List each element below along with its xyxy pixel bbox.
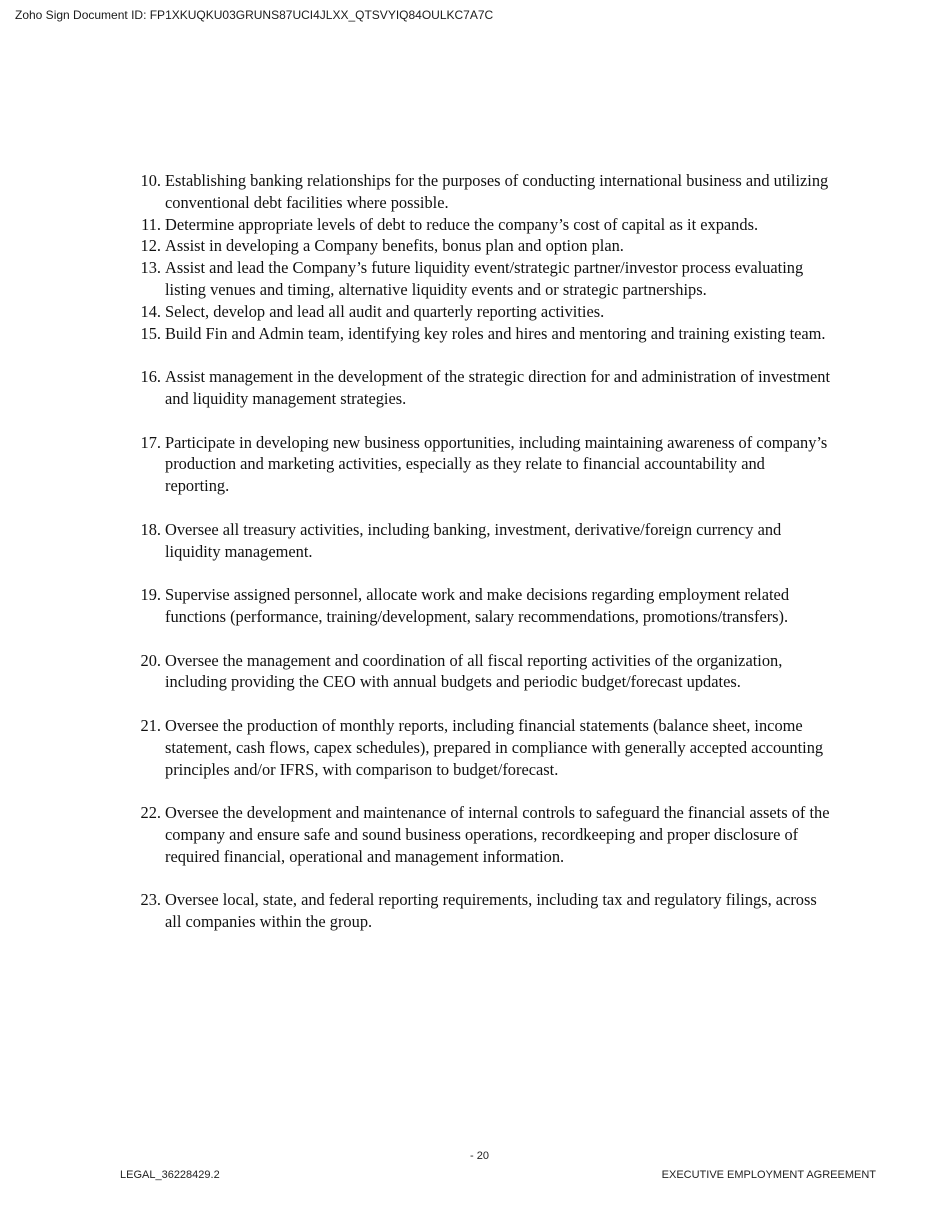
item-number: 20. (140, 650, 161, 670)
item-number: 21. (140, 715, 161, 735)
item-text: Oversee local, state, and federal reporting requirements, including tax and regulatory filings, across all companies within the group. (165, 890, 817, 932)
item-number: 22. (140, 803, 161, 823)
list-item (131, 170, 831, 214)
list-item (131, 715, 831, 780)
item-number: 23. (140, 890, 161, 910)
list-item (131, 584, 831, 628)
item-number: 13. (140, 258, 161, 278)
item-number: 19. (140, 585, 161, 605)
list-item (131, 889, 831, 933)
item-number: 12. (140, 236, 161, 256)
page-number: - 20 (470, 1150, 489, 1162)
item-number: 16. (140, 367, 161, 387)
list-item (131, 235, 831, 257)
list-item (131, 802, 831, 867)
list-item (131, 432, 831, 497)
item-text: Oversee the production of monthly reports, including financial statements (balance sheet, income statement, cash flows, capex schedules), prepared in compliance with generally accepted accounting principles and/or IFRS, with comparison to budget/forecast. (165, 715, 824, 779)
item-number: 10. (140, 171, 161, 190)
item-text: Build Fin and Admin team, identifying key roles and hires and mentoring and training existing team. (165, 323, 826, 343)
item-text: Assist and lead the Company’s future liquidity event/strategic partner/investor process evaluating listing venues and timing, alternative liquidity events and or strategic partnerships. (165, 258, 804, 299)
item-text: Oversee the development and maintenance of internal controls to safeguard the financial assets of the company and ensure safe and sound business operations, recordkeeping and proper disclosure of required financial, operational and management information. (165, 803, 830, 866)
list-item (131, 301, 831, 323)
item-number: 11. (141, 214, 161, 234)
item-text: Supervise assigned personnel, allocate work and make decisions regarding employment related functions (performance, training/development, salary recommendations, promotions/transfers). (165, 585, 790, 626)
item-text: Assist in developing a Company benefits, bonus plan and option plan. (165, 236, 624, 256)
item-text: Establishing banking relationships for the purposes of conducting international business and utilizing conventional debt facilities where possible. (165, 171, 829, 212)
item-text: Determine appropriate levels of debt to reduce the company’s cost of capital as it expands. (165, 214, 759, 234)
item-text: Participate in developing new business opportunities, including maintaining awareness of company’s production and marketing activities, especially as they relate to financial accountability and reporting. (165, 432, 828, 496)
document-id-header: Zoho Sign Document ID: FP1XKUQKU03GRUNS87UCI4JLXX_QTSVYIQ84OULKC7A7C (15, 8, 494, 22)
list-item (131, 650, 831, 694)
item-number: 18. (140, 519, 161, 539)
list-item (131, 366, 831, 410)
item-number: 17. (140, 432, 161, 452)
footer-agreement-title: EXECUTIVE EMPLOYMENT AGREEMENT (661, 1169, 876, 1181)
item-text: Assist management in the development of the strategic direction for and administration of investment and liquidity management strategies. (165, 367, 831, 408)
list-item (131, 519, 831, 563)
item-number: 14. (140, 301, 161, 321)
footer-legal-reference: LEGAL_36228429.2 (120, 1169, 220, 1181)
list-item (131, 257, 831, 301)
item-text: Oversee all treasury activities, including banking, investment, derivative/foreign currency and liquidity management. (165, 519, 782, 561)
item-number: 15. (140, 323, 161, 343)
item-text: Select, develop and lead all audit and quarterly reporting activities. (165, 301, 605, 321)
list-item (131, 214, 831, 236)
duties-list (131, 170, 831, 933)
list-item (131, 323, 831, 345)
item-text: Oversee the management and coordination of all fiscal reporting activities of the organization, including providing the CEO with annual budgets and periodic budget/forecast updates. (165, 650, 783, 692)
